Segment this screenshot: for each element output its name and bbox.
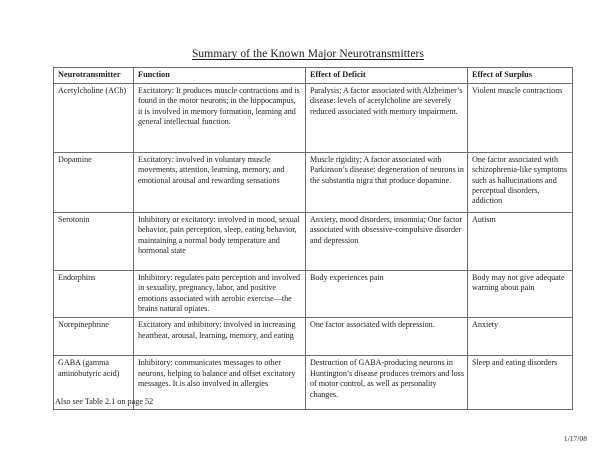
cell-surplus: Autism [468,212,573,270]
cell-deficit: Destruction of GABA-producing neurons in Huntington’s disease produces tremors and loss of motor control, as well as personality changes. [306,356,468,410]
table-row [54,270,573,318]
column-header-effect-of-deficit: Effect of Deficit [306,68,468,84]
table-row [54,318,573,356]
date-stamp: 1/17/08 [563,434,587,443]
table-row [54,152,573,212]
cell-function: Inhibitory: regulates pain perception and involved in sexuality, pregnancy, labor, and positive emotions associated with aerobic exercise—the brains natural opiates. [134,270,306,318]
neurotransmitters-table [53,67,573,410]
cell-function: Excitatory: It produces muscle contractions and is found in the motor neurons; in the hippocampus, it is involved in memory formation, learning and general intellectual function. [134,83,306,152]
cell-surplus: Anxiety [468,318,573,356]
cell-function: Excitatory and inhibitory: involved in increasing heartbeat, arousal, learning, memory, and eating [134,318,306,356]
cell-neurotransmitter: Norepinephrine [54,318,134,356]
cell-surplus: Violent muscle contractions [468,83,573,152]
column-header-neurotransmitter: Neurotransmitter [54,68,134,84]
cell-neurotransmitter: Serotonin [54,212,134,270]
column-header-effect-of-surplus: Effect of Surplus [468,68,573,84]
cell-neurotransmitter: Endorphins [54,270,134,318]
table-header-row [54,68,573,84]
column-header-function: Function [134,68,306,84]
cell-surplus: Sleep and eating disorders [468,356,573,410]
table-row [54,212,573,270]
cell-function: Inhibitory or excitatory: involved in mood, sexual behavior, pain perception, sleep, eating behavior, maintaining a normal body temperature and hormonal state [134,212,306,270]
page-title [0,48,616,60]
cell-deficit: Anxiety, mood disorders, insomnia; One factor associated with obsessive-compulsive disorder and depression [306,212,468,270]
cell-neurotransmitter: Dopamine [54,152,134,212]
cell-deficit: One factor associated with depression. [306,318,468,356]
cell-surplus: Body may not give adequate warning about pain [468,270,573,318]
page-title-text: Summary of the Known Major Neurotransmitters [191,48,425,60]
cell-neurotransmitter: Acetylcholine (ACh) [54,83,134,152]
cell-deficit: Body experiences pain [306,270,468,318]
cell-deficit: Muscle rigidity; A factor associated with Parkinson’s disease: degeneration of neurons in the substantia nigra that produce dopamine. [306,152,468,212]
cell-surplus: One factor associated with schizophrenia-like symptoms such as hallucinations and perceptual disorders, addiction [468,152,573,212]
cell-function: Excitatory: involved in voluntary muscle movements, attention, learning, memory, and emotional arousal and rewarding sensations [134,152,306,212]
table-row [54,83,573,152]
cell-neurotransmitter: GABA (gamma aminobutyric acid) [54,356,134,410]
cell-function: Inhibitory: communicates messages to other neurons, helping to balance and offset excitatory messages. It is also involved in allergies [134,356,306,410]
table-reference-note: Also see Table 2.1 on page 52 [55,397,154,406]
cell-deficit: Paralysis; A factor associated with Alzheimer’s disease: levels of acetylcholine are severely reduced associated with memory impairment. [306,83,468,152]
